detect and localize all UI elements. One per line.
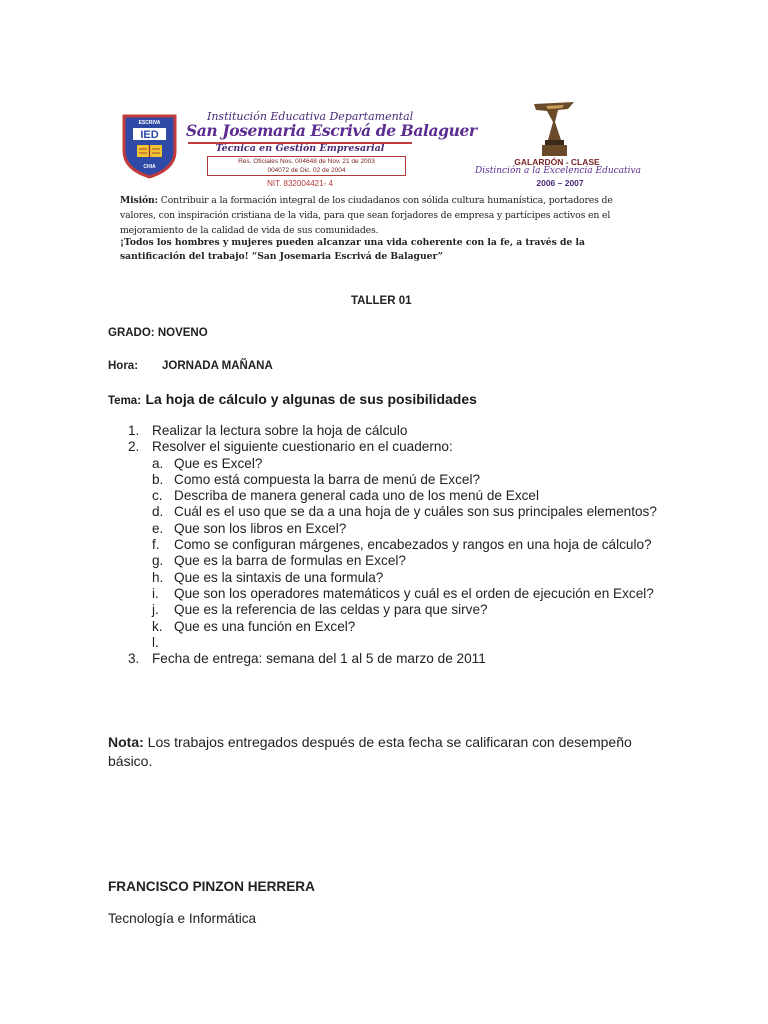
mission-line-1: Contribuir a la formación integral de los ciudadanos con sólida cultura humanística, portadores de <box>157 195 613 206</box>
question-letter: c. <box>152 488 163 504</box>
question-item <box>152 472 714 488</box>
question-text: Que es una función en Excel? <box>174 618 356 634</box>
item-text: Realizar la lectura sobre la hoja de cálculo <box>152 423 408 438</box>
question-item <box>152 570 714 586</box>
document-title: TALLER 01 <box>351 295 412 307</box>
question-list <box>152 456 714 652</box>
question-text: Que es la sintaxis de una formula? <box>174 569 384 585</box>
list-item <box>108 439 714 651</box>
question-letter: i. <box>152 585 159 601</box>
question-letter: k. <box>152 618 163 634</box>
question-text: Que es la referencia de las celdas y para que sirve? <box>174 602 488 618</box>
topic-field <box>108 391 477 409</box>
award-subtitle: Distinción a la Excelencia Educativa <box>475 166 641 176</box>
question-item <box>152 537 714 553</box>
hour-value: JORNADA MAÑANA <box>162 360 273 372</box>
question-letter: l. <box>152 634 159 650</box>
award-years: 2006 – 2007 <box>536 178 584 188</box>
question-letter: g. <box>152 553 164 569</box>
item-text: Fecha de entrega: semana del 1 al 5 de marzo de 2011 <box>152 651 486 667</box>
institution-tagline: Técnica en Gestión Empresarial <box>215 143 385 154</box>
resolution-line-1: Res. Oficiales Nos. 004648 de Nov. 21 de 2003 <box>238 158 375 165</box>
question-item <box>152 602 714 618</box>
question-text: Que son los operadores matemáticos y cuál es el orden de ejecución en Excel? <box>174 585 654 601</box>
question-text: Como se configuran márgenes, encabezados y rangos en una hoja de cálculo? <box>174 537 652 553</box>
institution-name: San Josemaria Escrivá de Balaguer <box>186 121 477 140</box>
question-letter: d. <box>152 504 164 520</box>
list-item <box>108 651 714 667</box>
task-list <box>108 423 714 667</box>
question-letter: f. <box>152 537 160 553</box>
mission-line-3: mejoramiento de la calidad de vida de sus comunidades. <box>120 225 379 236</box>
svg-text:CHIA: CHIA <box>143 164 156 170</box>
motto-line-2: santificación del trabajo! “San Josemaria Escrivá de Balaguer” <box>120 251 443 262</box>
question-letter: a. <box>152 455 164 471</box>
svg-text:ESCRIVA: ESCRIVA <box>138 120 161 126</box>
question-item <box>152 553 714 569</box>
question-item <box>152 521 714 537</box>
grade-field: GRADO: NOVENO <box>108 327 208 339</box>
item-number: 3. <box>128 651 140 667</box>
item-text: Resolver el siguiente cuestionario en el cuaderno: <box>152 439 453 455</box>
topic-text: La hoja de cálculo y algunas de sus posibilidades <box>145 391 477 407</box>
note-paragraph <box>108 733 668 771</box>
question-item <box>152 488 714 504</box>
note-label: Nota: <box>108 734 144 750</box>
question-item <box>152 635 714 651</box>
question-letter: j. <box>152 602 159 618</box>
resolution-box <box>207 156 406 176</box>
hour-label: Hora: <box>108 360 139 372</box>
item-number: 1. <box>128 423 140 438</box>
question-text: Cuál es el uso que se da a una hoja de y cuáles son sus principales elementos? <box>174 504 657 520</box>
question-letter: h. <box>152 569 164 585</box>
award-title: GALARDÓN - CLASE <box>514 157 600 167</box>
subject-name: Tecnología e Informática <box>108 911 257 926</box>
question-text: Como está compuesta la barra de menú de Excel? <box>174 471 481 487</box>
mission-line-2: valores, con inspiración cristiana de la vida, para que sean forjadores de empresa y partícipes activos en el <box>120 210 611 221</box>
question-item <box>152 504 714 520</box>
mission-label: Misión: <box>120 195 158 206</box>
question-text: Describa de manera general cada uno de los menú de Excel <box>174 488 539 504</box>
mission-statement <box>120 193 658 238</box>
question-text: Que es Excel? <box>174 455 263 471</box>
note-text: Los trabajos entregados después de esta fecha se calificaran con desempeño básico. <box>108 734 632 769</box>
institution-type: Institución Educativa Departamental <box>207 110 414 123</box>
list-item <box>108 423 714 439</box>
motto-line-1: ¡Todos los hombres y mujeres pueden alcanzar una vida coherente con la fe, a través de la <box>120 237 585 248</box>
hour-field <box>108 360 273 372</box>
question-item <box>152 586 714 602</box>
topic-label: Tema: <box>108 395 142 407</box>
question-letter: e. <box>152 520 164 536</box>
svg-text:IED: IED <box>140 129 159 141</box>
question-letter: b. <box>152 471 164 487</box>
institution-motto <box>120 236 640 264</box>
question-item <box>152 619 714 635</box>
question-text: Que son los libros en Excel? <box>174 520 347 536</box>
item-number: 2. <box>128 439 140 455</box>
question-text: Que es la barra de formulas en Excel? <box>174 553 406 569</box>
institution-crest-logo <box>121 113 178 179</box>
nit-number: NIT. 832004421- 4 <box>267 179 333 188</box>
resolution-line-2: 004072 de Dic. 02 de 2004 <box>267 167 346 174</box>
author-name: FRANCISCO PINZON HERRERA <box>108 879 315 894</box>
trophy-icon <box>528 100 580 158</box>
question-item <box>152 456 714 472</box>
